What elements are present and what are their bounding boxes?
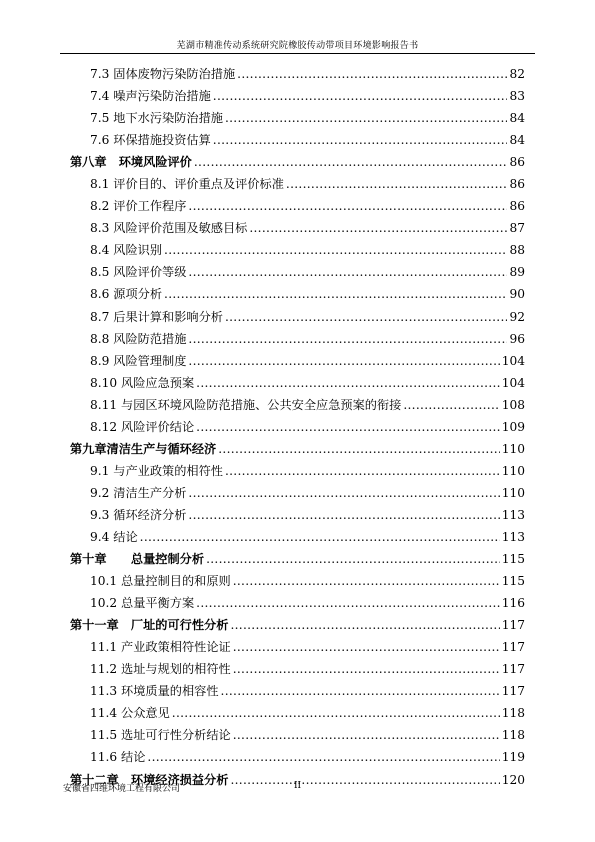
toc-entry-page: 118 (501, 728, 525, 743)
toc-entry-label: 9.3 循环经济分析 (90, 507, 187, 522)
toc-chapter-entry[interactable] (70, 614, 525, 636)
toc-entry-page: 118 (501, 706, 525, 721)
toc-entry-label: 8.1 评价目的、评价重点及评价标准 (90, 177, 284, 192)
toc-dot-leader (237, 63, 507, 85)
toc-dot-leader (196, 592, 500, 614)
toc-entry-label: 7.4 噪声污染防治措施 (90, 89, 211, 104)
toc-dot-leader (172, 702, 500, 724)
toc-entry-page: 110 (501, 485, 525, 500)
toc-entry-page: 110 (501, 441, 525, 456)
toc-entry-page: 88 (509, 243, 525, 258)
toc-entry-page: 116 (501, 596, 525, 611)
toc-dot-leader (233, 570, 500, 592)
toc-dot-leader (188, 195, 507, 217)
toc-entry-label: 11.3 环境质量的相容性 (90, 684, 219, 699)
toc-dot-leader (188, 504, 499, 526)
toc-entry-page: 110 (501, 463, 525, 478)
toc-entry-label: 8.2 评价工作程序 (90, 199, 187, 214)
toc-section-entry[interactable] (70, 328, 525, 350)
toc-entry-label: 10.2 总量平衡方案 (90, 596, 195, 611)
toc-dot-leader (230, 614, 499, 636)
toc-entry-page: 117 (501, 684, 525, 699)
toc-dot-leader (225, 306, 508, 328)
toc-dot-leader (196, 416, 500, 438)
toc-entry-page: 86 (509, 199, 525, 214)
toc-entry-label: 7.6 环保措施投资估算 (90, 133, 211, 148)
toc-dot-leader (225, 460, 500, 482)
toc-entry-page: 113 (501, 507, 525, 522)
toc-entry-label: 7.3 固体废物污染防治措施 (90, 67, 236, 81)
toc-entry-page: 83 (509, 89, 525, 104)
toc-entry-label: 9.4 结论 (90, 529, 138, 544)
toc-chapter-entry[interactable] (70, 151, 525, 173)
table-of-contents (70, 63, 525, 791)
header-rule (60, 53, 535, 54)
toc-section-entry[interactable] (70, 460, 525, 482)
toc-chapter-entry[interactable] (70, 438, 525, 460)
toc-dot-leader (233, 658, 500, 680)
toc-entry-page: 84 (509, 133, 525, 148)
toc-section-entry[interactable] (70, 173, 525, 195)
toc-entry-page: 109 (501, 419, 525, 434)
toc-entry-label: 8.9 风险管理制度 (90, 353, 187, 368)
toc-entry-label: 9.2 清洁生产分析 (90, 485, 187, 500)
toc-dot-leader (147, 746, 499, 768)
toc-entry-label: 8.3 风险评价范围及敏感目标 (90, 221, 248, 236)
toc-dot-leader (196, 372, 500, 394)
toc-section-entry[interactable] (70, 283, 525, 305)
toc-entry-page: 89 (509, 265, 525, 280)
toc-dot-leader (164, 283, 507, 305)
toc-entry-label: 8.7 后果计算和影响分析 (90, 309, 223, 324)
toc-section-entry[interactable] (70, 261, 525, 283)
toc-entry-page: 96 (509, 331, 525, 346)
toc-dot-leader (230, 769, 499, 791)
toc-entry-page: 117 (501, 640, 525, 655)
toc-entry-page: 82 (509, 67, 525, 81)
toc-entry-page: 120 (501, 772, 525, 787)
toc-entry-label: 第十二章 环境经济损益分析 (70, 772, 229, 787)
toc-dot-leader (188, 328, 507, 350)
toc-dot-leader (206, 548, 500, 570)
footer-page-number: II (294, 781, 302, 791)
toc-entry-page: 104 (501, 375, 525, 390)
toc-section-entry[interactable] (70, 636, 525, 658)
toc-entry-label: 8.11 与园区环境风险防范措施、公共安全应急预案的衔接 (90, 397, 402, 412)
toc-entry-label: 第八章 环境风险评价 (70, 155, 192, 170)
toc-dot-leader (249, 217, 507, 239)
toc-section-entry[interactable] (70, 394, 525, 416)
toc-section-entry[interactable] (70, 504, 525, 526)
toc-entry-label: 8.4 风险识别 (90, 243, 163, 258)
toc-entry-page: 119 (501, 750, 525, 765)
toc-section-entry[interactable] (70, 372, 525, 394)
toc-dot-leader (194, 151, 508, 173)
toc-entry-page: 86 (509, 155, 525, 170)
toc-dot-leader (286, 173, 508, 195)
toc-dot-leader (221, 680, 500, 702)
toc-entry-label: 8.12 风险评价结论 (90, 419, 195, 434)
page-header: 芜湖市精准传动系统研究院橡胶传动带项目环境影响报告书 (176, 41, 419, 51)
toc-entry-page: 117 (501, 618, 525, 633)
toc-section-entry[interactable] (70, 746, 525, 768)
toc-section-entry[interactable] (70, 195, 525, 217)
toc-entry-label: 第十一章 厂址的可行性分析 (70, 618, 229, 633)
toc-section-entry[interactable] (70, 107, 525, 129)
toc-entry-page: 117 (501, 662, 525, 677)
toc-section-entry[interactable] (70, 570, 525, 592)
toc-entry-label: 7.5 地下水污染防治措施 (90, 111, 223, 126)
toc-section-entry[interactable] (70, 526, 525, 548)
toc-section-entry[interactable] (70, 592, 525, 614)
toc-entry-label: 第九章清洁生产与循环经济 (70, 441, 217, 456)
toc-entry-label: 11.2 选址与规划的相符性 (90, 662, 231, 677)
toc-dot-leader (213, 85, 508, 107)
toc-section-entry[interactable] (70, 129, 525, 151)
toc-dot-leader (225, 107, 508, 129)
toc-entry-label: 8.8 风险防范措施 (90, 331, 187, 346)
toc-entry-label: 8.10 风险应急预案 (90, 375, 195, 390)
toc-dot-leader (233, 636, 500, 658)
toc-section-entry[interactable] (70, 217, 525, 239)
toc-entry-page: 115 (501, 574, 525, 589)
toc-entry-label: 8.5 风险评价等级 (90, 265, 187, 280)
toc-entry-page: 115 (501, 552, 525, 567)
toc-dot-leader (188, 261, 507, 283)
toc-section-entry[interactable] (70, 350, 525, 372)
toc-entry-page: 108 (501, 397, 525, 412)
toc-section-entry[interactable] (70, 306, 525, 328)
toc-section-entry[interactable] (70, 85, 525, 107)
toc-entry-label: 9.1 与产业政策的相符性 (90, 463, 223, 478)
toc-section-entry[interactable] (70, 724, 525, 746)
toc-entry-page: 104 (501, 353, 525, 368)
toc-entry-page: 87 (509, 221, 525, 236)
toc-entry-page: 84 (509, 111, 525, 126)
toc-entry-label: 8.6 源项分析 (90, 287, 163, 302)
toc-section-entry[interactable] (70, 63, 525, 85)
toc-entry-label: 11.4 公众意见 (90, 706, 170, 721)
toc-dot-leader (403, 394, 499, 416)
toc-dot-leader (218, 438, 499, 460)
toc-entry-page: 92 (509, 309, 525, 324)
footer-company: 安徽省四维环境工程有限公司 (63, 784, 181, 794)
toc-dot-leader (164, 239, 507, 261)
toc-dot-leader (213, 129, 508, 151)
toc-entry-label: 10.1 总量控制目的和原则 (90, 574, 231, 589)
toc-section-entry[interactable] (70, 482, 525, 504)
toc-dot-leader (188, 350, 499, 372)
toc-section-entry[interactable] (70, 680, 525, 702)
toc-dot-leader (233, 724, 500, 746)
toc-section-entry[interactable] (70, 416, 525, 438)
toc-entry-page: 86 (509, 177, 525, 192)
toc-section-entry[interactable] (70, 658, 525, 680)
toc-section-entry[interactable] (70, 702, 525, 724)
toc-entry-label: 11.5 选址可行性分析结论 (90, 728, 231, 743)
toc-entry-page: 113 (501, 529, 525, 544)
toc-entry-label: 11.1 产业政策相符性论证 (90, 640, 231, 655)
toc-dot-leader (140, 526, 500, 548)
toc-dot-leader (188, 482, 499, 504)
toc-section-entry[interactable] (70, 239, 525, 261)
toc-chapter-entry[interactable] (70, 548, 525, 570)
toc-entry-label: 11.6 结论 (90, 750, 146, 765)
toc-entry-label: 第十章 总量控制分析 (70, 552, 205, 567)
toc-entry-page: 90 (509, 287, 525, 302)
